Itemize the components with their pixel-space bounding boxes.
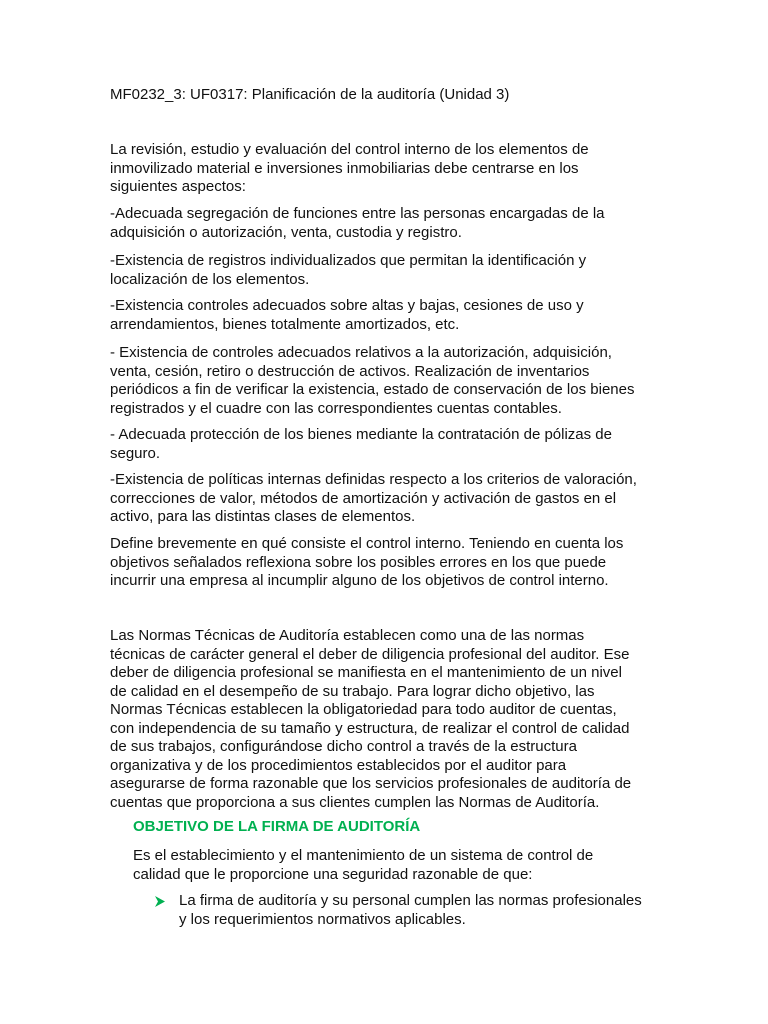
paragraph-line: venta, cesión, retiro o destrucción de activos. Realización de inventarios [110, 362, 590, 380]
paragraph-line: -Existencia de registros individualizados que permitan la identificación y [110, 252, 587, 269]
bullet-text [179, 892, 665, 929]
paragraph-segregation [110, 205, 670, 242]
paragraph-line: calidad que le proporcione una seguridad razonable de que: [133, 865, 533, 883]
paragraph-line: con independencia de su tamaño y estructura, de realizar el control de calidad [110, 719, 630, 737]
header-title-text: MF0232_3: UF0317: Planificación de la auditoría (Unidad 3) [110, 86, 510, 103]
paragraph-line: periódicos a fin de verificar la existencia, estado de conservación de los bienes [110, 381, 635, 398]
paragraph-line: asegurarse de forma razonable que los servicios profesionales de auditoría de [110, 775, 632, 792]
paragraph-line: activo, para las distintas clases de elementos. [110, 508, 416, 525]
paragraph-altas-bajas [110, 297, 670, 334]
bullet-line: y los requerimientos normativos aplicables. [179, 910, 466, 928]
paragraph-line: -Existencia de políticas internas definidas respecto a los criterios de valoración, [110, 471, 637, 488]
paragraph-line: seguro. [110, 444, 161, 462]
paragraph-line: deber de diligencia profesional se manifiesta en el mantenimiento de un nivel [110, 664, 622, 681]
paragraph-line: localización de los elementos. [110, 270, 310, 288]
paragraph-line: inmovilizado material e inversiones inmobiliarias debe centrarse en los [110, 159, 579, 177]
paragraph-line: - Existencia de controles adecuados relativos a la autorización, adquisición, [110, 344, 612, 361]
paragraph-line: La revisión, estudio y evaluación del control interno de los elementos de [110, 141, 589, 158]
paragraph-line: -Existencia controles adecuados sobre altas y bajas, cesiones de uso y [110, 297, 584, 314]
paragraph-insurance [110, 426, 670, 463]
paragraph-line: registrados y el cuadre con las correspondientes cuentas contables. [110, 399, 562, 417]
paragraph-intro [110, 141, 670, 197]
paragraph-line: - Adecuada protección de los bienes mediante la contratación de pólizas de [110, 426, 612, 443]
section-heading: OBJETIVO DE LA FIRMA DE AUDITORÍA [133, 818, 421, 835]
bullet-line: La firma de auditoría y su personal cumplen las normas profesionales [179, 892, 642, 909]
paragraph-policies [110, 471, 670, 527]
paragraph-normas-tecnicas [110, 627, 670, 812]
paragraph-line: organizativa y de los procedimientos establecidos por el auditor para [110, 756, 567, 774]
paragraph-line: Es el establecimiento y el mantenimiento de un sistema de control de [133, 847, 594, 864]
paragraph-controls [110, 344, 670, 418]
paragraph-line: correcciones de valor, métodos de amortización y activación de gastos en el [110, 489, 617, 507]
paragraph-line: técnicas de carácter general el deber de diligencia profesional del auditor. Ese [110, 645, 630, 663]
paragraph-question [110, 535, 670, 591]
paragraph-line: de calidad en el desempeño de su trabajo. Para lograr dicho objetivo, las [110, 682, 595, 700]
paragraph-line: objetivos señalados reflexiona sobre los posibles errores en los que puede [110, 553, 607, 571]
arrowhead-bullet-icon [155, 896, 165, 907]
paragraph-line: de sus trabajos, configurándose dicho control a través de la estructura [110, 738, 577, 755]
document-header-title [110, 86, 670, 105]
paragraph-line: Normas Técnicas establecen la obligatoriedad para todo auditor de cuentas, [110, 701, 617, 718]
paragraph-line: incurrir una empresa al incumplir alguno de los objetivos de control interno. [110, 572, 609, 589]
paragraph-line: -Adecuada segregación de funciones entre las personas encargadas de la [110, 205, 605, 222]
paragraph-line: siguientes aspectos: [110, 178, 246, 195]
paragraph-registers [110, 252, 670, 289]
paragraph-line: adquisición o autorización, venta, custodia y registro. [110, 223, 462, 241]
paragraph-line: arrendamientos, bienes totalmente amortizados, etc. [110, 315, 460, 333]
paragraph-line: Las Normas Técnicas de Auditoría establecen como una de las normas [110, 627, 585, 644]
paragraph-line: cuentas que proporciona a sus clientes cumplen las Normas de Auditoría. [110, 793, 600, 811]
section-intro-paragraph [133, 847, 653, 884]
paragraph-line: Define brevemente en qué consiste el control interno. Teniendo en cuenta los [110, 535, 624, 552]
